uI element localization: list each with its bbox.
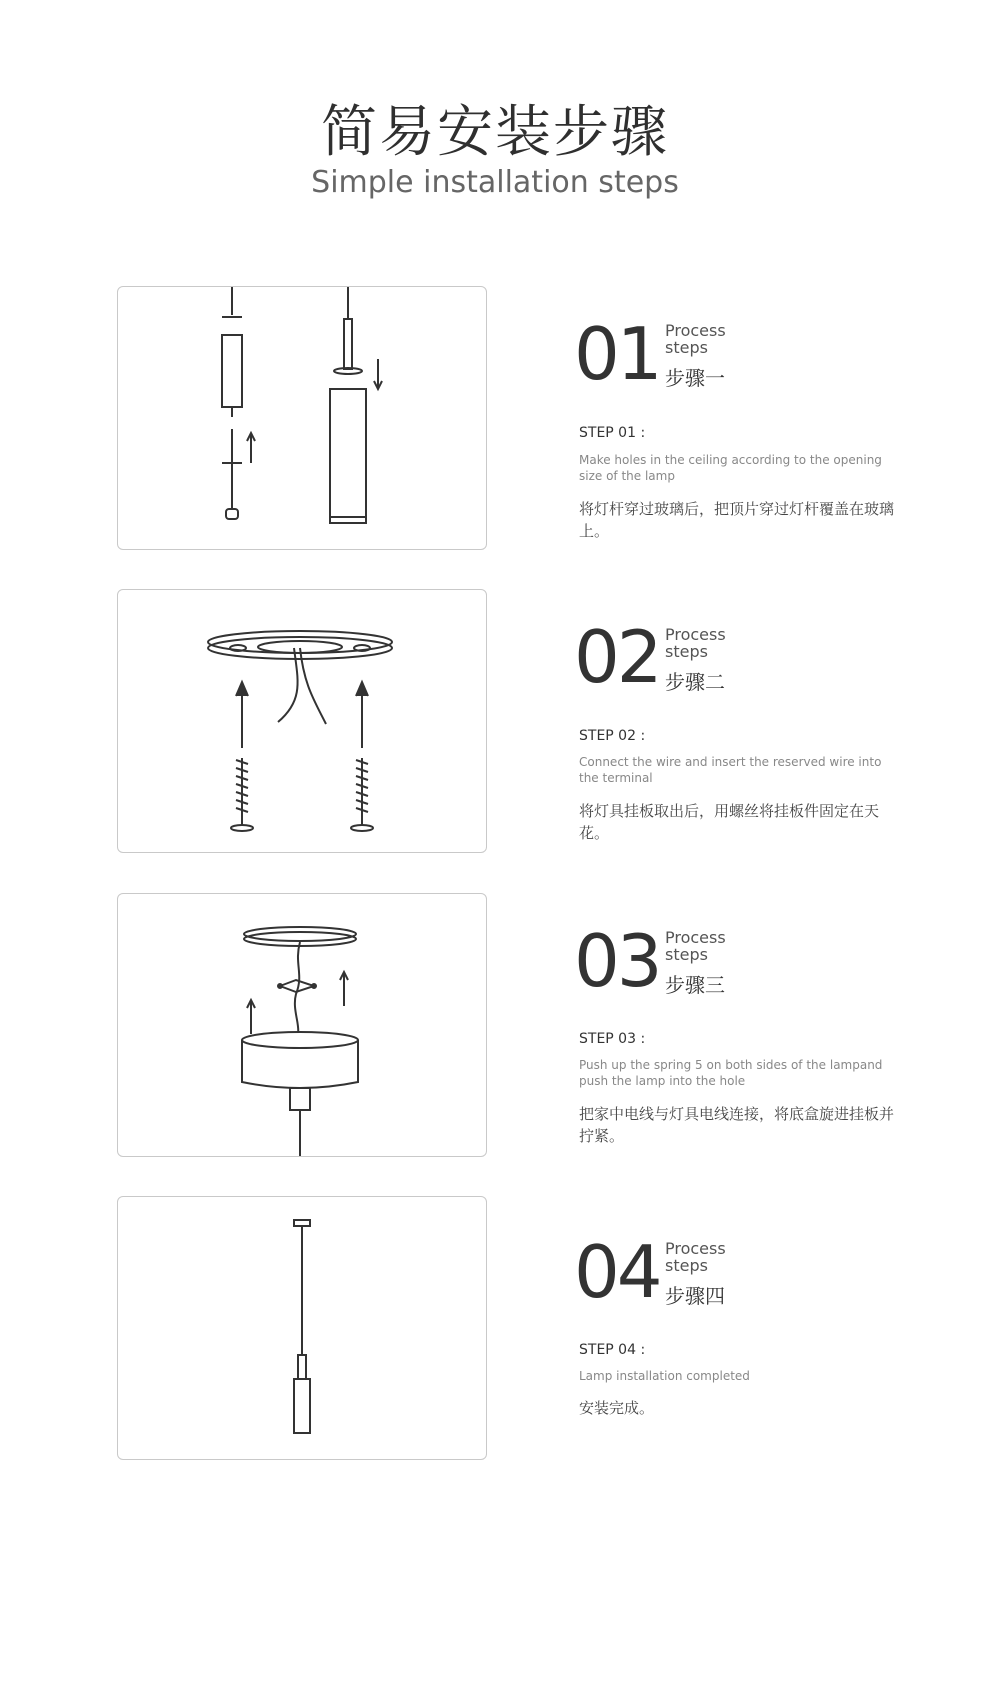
step-4-illustration <box>117 1196 487 1460</box>
process-label: Process steps <box>665 1239 726 1275</box>
step-description-en: Make holes in the ceiling according to the opening size of the lamp <box>579 453 882 483</box>
step-description-cn: 将灯具挂板取出后，用螺丝将挂板件固定在天花。 <box>579 802 880 842</box>
step-label: STEP 03 : <box>579 1031 646 1047</box>
canopy-spring-icon <box>118 894 486 1156</box>
step-3-illustration <box>117 893 487 1157</box>
step-label: STEP 04 : <box>579 1342 646 1358</box>
step-description-cn: 安装完成。 <box>579 1399 655 1417</box>
process-label: Process steps <box>665 928 726 964</box>
step-description-en: Lamp installation completed <box>579 1369 750 1383</box>
step-description-en: Connect the wire and insert the reserved wire into the terminal <box>579 755 882 785</box>
lamp-rod-assembly-icon <box>118 287 486 549</box>
ceiling-plate-screws-icon <box>118 590 486 852</box>
step-description-en: Push up the spring 5 on both sides of the lampand push the lamp into the hole <box>579 1058 883 1088</box>
process-label-cn: 步骤一 <box>665 366 725 390</box>
step-2-illustration <box>117 589 487 853</box>
page-title: 简易安装步骤 <box>321 100 669 165</box>
step-number: 01 <box>574 312 660 396</box>
step-number: 03 <box>574 919 660 1003</box>
process-label-cn: 步骤三 <box>665 973 725 997</box>
pendant-lamp-icon <box>118 1197 486 1459</box>
process-label-cn: 步骤二 <box>665 670 725 694</box>
process-label-cn: 步骤四 <box>665 1284 725 1308</box>
page-subtitle: Simple installation steps <box>311 165 679 200</box>
process-label: Process steps <box>665 625 726 661</box>
step-label: STEP 02 : <box>579 728 646 744</box>
step-number: 02 <box>574 615 660 699</box>
process-label: Process steps <box>665 321 726 357</box>
step-description-cn: 将灯杆穿过玻璃后，把顶片穿过灯杆覆盖在玻璃上。 <box>579 500 895 540</box>
step-number: 04 <box>574 1230 660 1314</box>
step-description-cn: 把家中电线与灯具电线连接，将底盒旋进挂板并拧紧。 <box>579 1105 895 1145</box>
step-label: STEP 01 : <box>579 425 646 441</box>
step-1-illustration <box>117 286 487 550</box>
